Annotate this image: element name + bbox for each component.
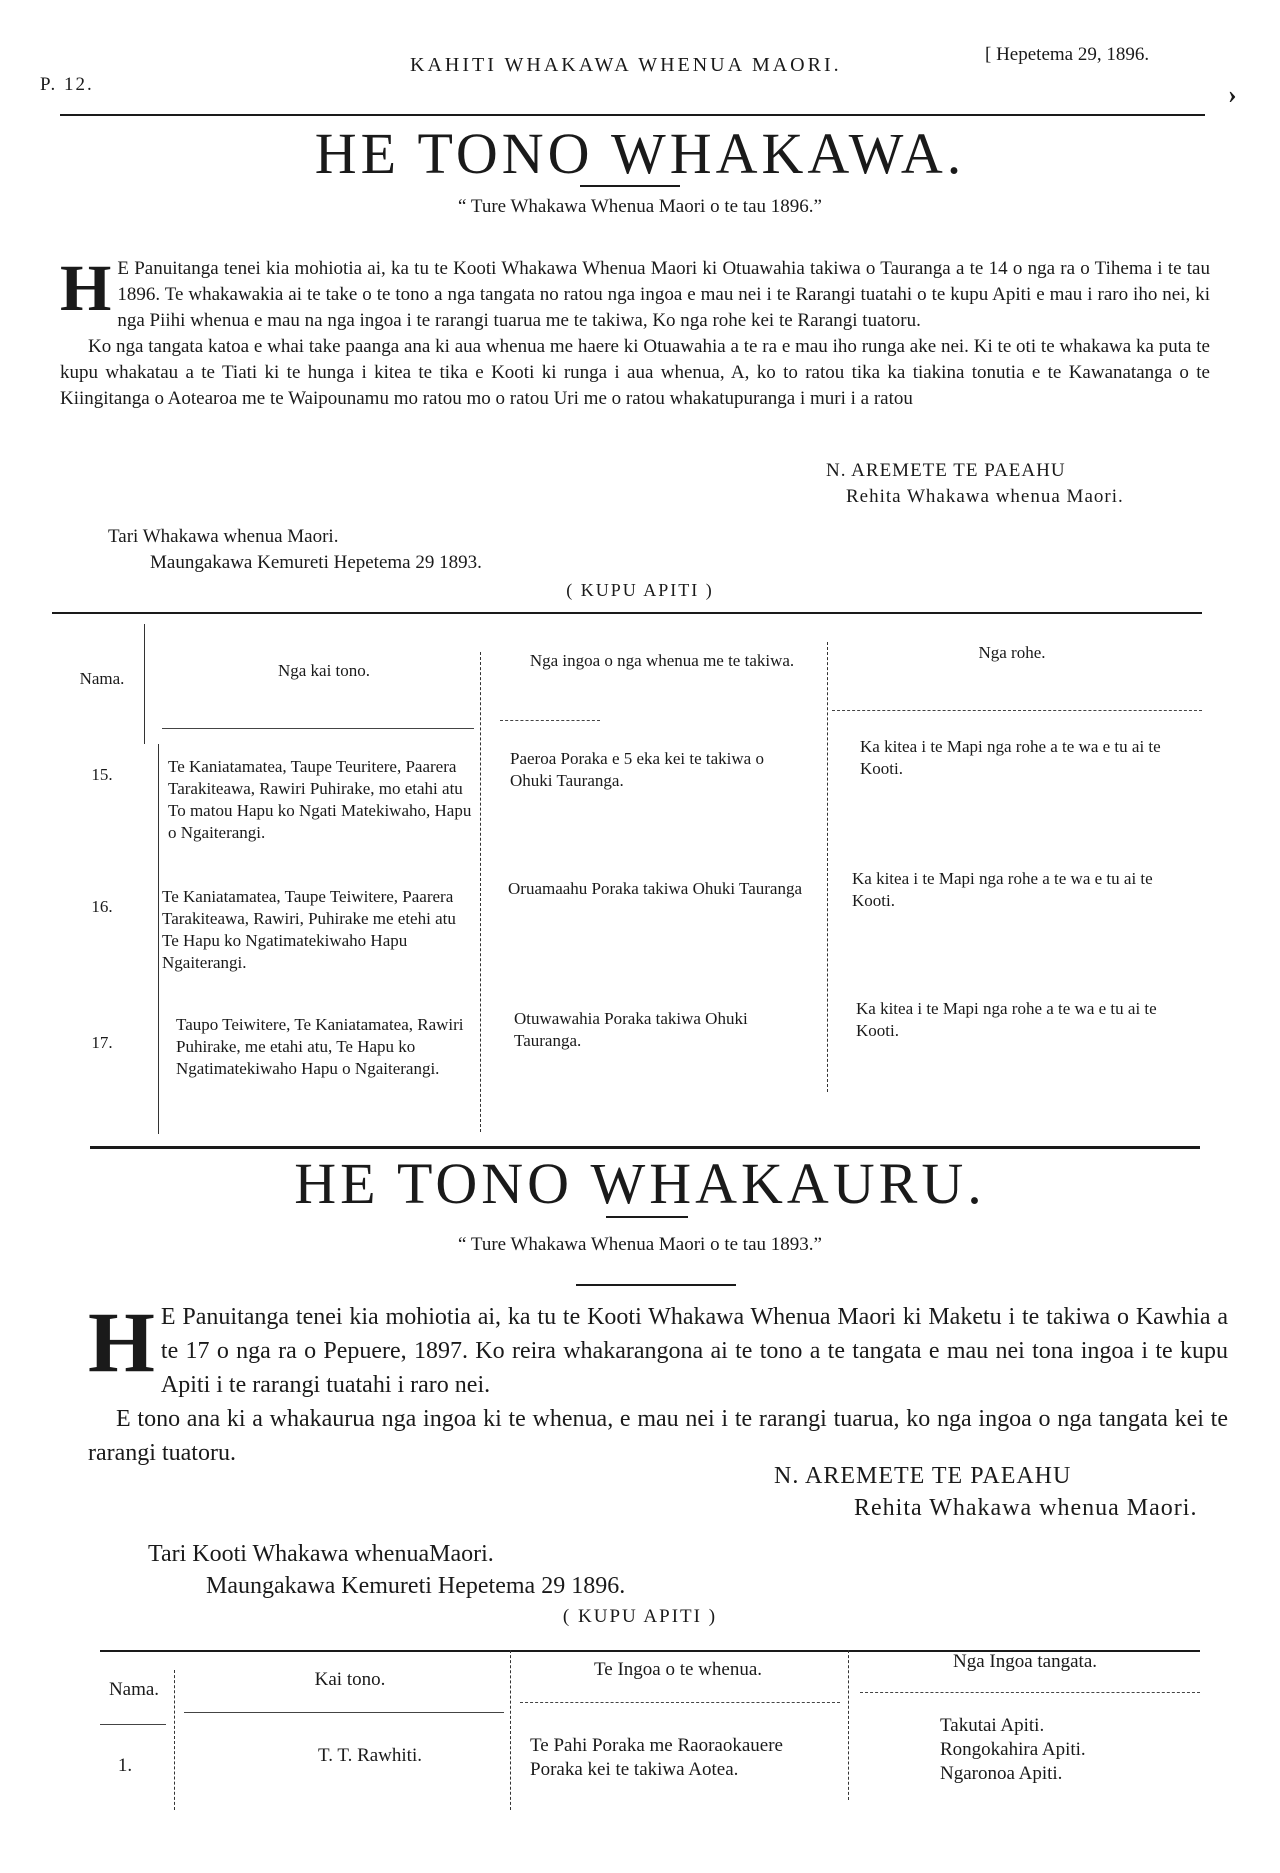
header-underline	[832, 710, 1202, 711]
header-rule	[60, 114, 1205, 116]
title-underline	[580, 185, 680, 187]
column-divider	[848, 1650, 849, 1800]
row-land: Paeroa Poraka e 5 eka kei te takiwa o Ohuki Tauranga.	[510, 749, 764, 790]
column-divider	[158, 744, 159, 1134]
office-date: Maungakawa Kemureti Hepetema 29 1896.	[206, 1573, 626, 1599]
office-date: Maungakawa Kemureti Hepetema 29 1893.	[150, 552, 482, 573]
row-land: Oruamaahu Poraka takiwa Ohuki Tauranga	[508, 879, 803, 898]
header-underline	[100, 1724, 166, 1725]
row-boundaries: Ka kitea i te Mapi nga rohe a te wa e tu ai te Kooti.	[856, 999, 1157, 1040]
drop-cap: H	[88, 1294, 155, 1390]
section2-notice	[88, 1294, 1228, 1470]
section-divider	[90, 1146, 1200, 1149]
row-applicants: Taupo Teiwitere, Te Kaniatamatea, Rawiri Puhirake, me etahi atu, Te Hapu ko Ngatimatekiwaho Hapu o Ngaiterangi.	[176, 1015, 464, 1078]
row-number: 17.	[91, 1033, 113, 1052]
col-header-tangata: Nga Ingoa tangata.	[952, 1651, 1098, 1672]
row-boundaries: Ka kitea i te Mapi nga rohe a te wa e tu ai te Kooti.	[860, 737, 1161, 778]
col-header-kai-tono: Nga kai tono.	[277, 661, 371, 680]
office-name: Tari Kooti Whakawa whenuaMaori.	[148, 1541, 494, 1567]
col-header-nama: Nama.	[79, 669, 125, 688]
signatory-name: N. AREMETE TE PAEAHU	[826, 460, 1066, 481]
drop-cap: H	[60, 252, 112, 325]
signatory-name: N. AREMETE TE PAEAHU	[774, 1463, 1072, 1489]
row-applicant: T. T. Rawhiti.	[318, 1745, 422, 1766]
row-number: 16.	[91, 897, 113, 916]
row-applicants: Te Kaniatamatea, Taupe Teiwitere, Paarera Tarakiteawa, Rawiri, Puhirake me etehi atu Te Hapu ko Ngatimatekiwaho Hapu Ngaiterangi.	[162, 887, 456, 972]
section2-schedule-label: ( KUPU APITI )	[562, 1606, 718, 1627]
header-underline	[184, 1712, 504, 1713]
header-underline	[162, 728, 474, 729]
column-divider	[827, 642, 828, 1092]
notice-paragraph: E Panuitanga tenei kia mohiotia ai, ka tu te Kooti Whakawa Whenua Maori ki Otuawahia takiwa o Tauranga a te 14 o nga ra o Tihema i te tau 1896. Te whakawakia ai te take o te tono a nga tangata no ratou nga ingoa e mau nei i te Rarangi tuatahi o te kupu Apiti e mau i raro iho nei, ki nga Piihi whenua e mau na nga ingoa i te rarangi tuarua me te takiwa, Ko nga rohe kei te Rarangi tuatoru.	[117, 258, 1210, 331]
section1-schedule-label: ( KUPU APITI )	[566, 580, 714, 600]
section2-signature	[774, 1460, 1197, 1524]
row-applicants: Te Kaniatamatea, Taupe Teuritere, Paarera Tarakiteawa, Rawiri Puhirake, mo etahi atu To matou Hapu ko Ngati Matekiwaho, Hapu o Ngaiterangi.	[168, 757, 472, 842]
margin-mark: ›	[1228, 80, 1237, 109]
section2-title: HE TONO WHAKAURU.	[294, 1151, 986, 1216]
col-header-whenua: Nga ingoa o nga whenua me te takiwa.	[529, 651, 795, 670]
col-header-whenua: Te Ingoa o te whenua.	[593, 1659, 763, 1680]
section1-office	[108, 524, 482, 576]
title-underline	[606, 1216, 688, 1218]
column-divider	[510, 1650, 511, 1810]
section1-notice	[60, 252, 1210, 412]
col-header-kai-tono: Kai tono.	[314, 1669, 386, 1690]
section1-act: “ Ture Whakawa Whenua Maori o te tau 1896.”	[458, 196, 822, 217]
section1-signature	[826, 458, 1124, 510]
section2-act: “ Ture Whakawa Whenua Maori o te tau 1893.”	[458, 1234, 822, 1255]
notice-paragraph: E tono ana ki a whakaurua nga ingoa ki te whenua, e mau nei i te rarangi tuarua, ko nga ingoa o nga tangata kei te rarangi tuatoru.	[88, 1406, 1228, 1466]
notice-paragraph: E Panuitanga tenei kia mohiotia ai, ka tu te Kooti Whakawa Whenua Maori ki Maketu i te takiwa o Kawhia a te 17 o nga ra o Pepuere, 1897. Ko reira whakarangona ai te tono a te tangata e mau nei tona ingoa i te kupu Apiti i te rarangi tuatahi i raro nei.	[160, 1304, 1228, 1398]
row-land: Te Pahi Poraka me Raoraokauere Poraka kei te takiwa Aotea.	[530, 1735, 783, 1780]
signatory-title: Rehita Whakawa whenua Maori.	[854, 1495, 1198, 1521]
row-number: 15.	[91, 765, 113, 784]
col-header-nama: Nama.	[108, 1679, 160, 1700]
section1-table	[52, 612, 1202, 1132]
office-name: Tari Whakawa whenua Maori.	[108, 526, 339, 547]
page-header	[40, 40, 1200, 95]
notice-paragraph: Ko nga tangata katoa e whai take paanga ana ki aua whenua me haere ki Otuawahia a te ra e mau iho runga ake nei. Ki te oti te whakawa ka puta te kupu whakatau a te Tiati ki te hunga i kitea te tika e Kooti ki runga i aua whenua, A, ko to ratou tika ka tiakina tonutia e te Kawanatanga o te Kiingitanga o Aotearoa me te Waipounamu mo ratou mo o ratou Uri me o ratou whakatupuranga i muri i a ratou	[60, 336, 1210, 409]
column-divider	[480, 652, 481, 1132]
act-underline	[576, 1284, 736, 1286]
name-entry: Ngaronoa Apiti.	[940, 1763, 1063, 1784]
column-divider	[144, 624, 145, 744]
issue-date: [ Hepetema 29, 1896.	[985, 44, 1150, 65]
section2-office	[148, 1538, 625, 1602]
row-names-list	[940, 1714, 1180, 1786]
name-entry: Takutai Apiti.	[940, 1715, 1045, 1736]
header-underline	[860, 1692, 1200, 1693]
header-underline	[500, 720, 600, 721]
column-divider	[174, 1670, 175, 1810]
signatory-title: Rehita Whakawa whenua Maori.	[846, 486, 1124, 507]
row-land: Otuwawahia Poraka takiwa Ohuki Tauranga.	[514, 1009, 748, 1050]
gazette-title: KAHITI WHAKAWA WHENUA MAORI.	[410, 54, 842, 76]
section1-title: HE TONO WHAKAWA.	[314, 121, 966, 186]
section2-table	[100, 1650, 1200, 1810]
row-boundaries: Ka kitea i te Mapi nga rohe a te wa e tu ai te Kooti.	[852, 869, 1153, 910]
page-number: P. 12.	[40, 74, 94, 95]
col-header-rohe: Nga rohe.	[978, 643, 1046, 662]
header-underline	[520, 1702, 840, 1703]
row-number: 1.	[117, 1755, 133, 1776]
name-entry: Rongokahira Apiti.	[940, 1739, 1086, 1760]
